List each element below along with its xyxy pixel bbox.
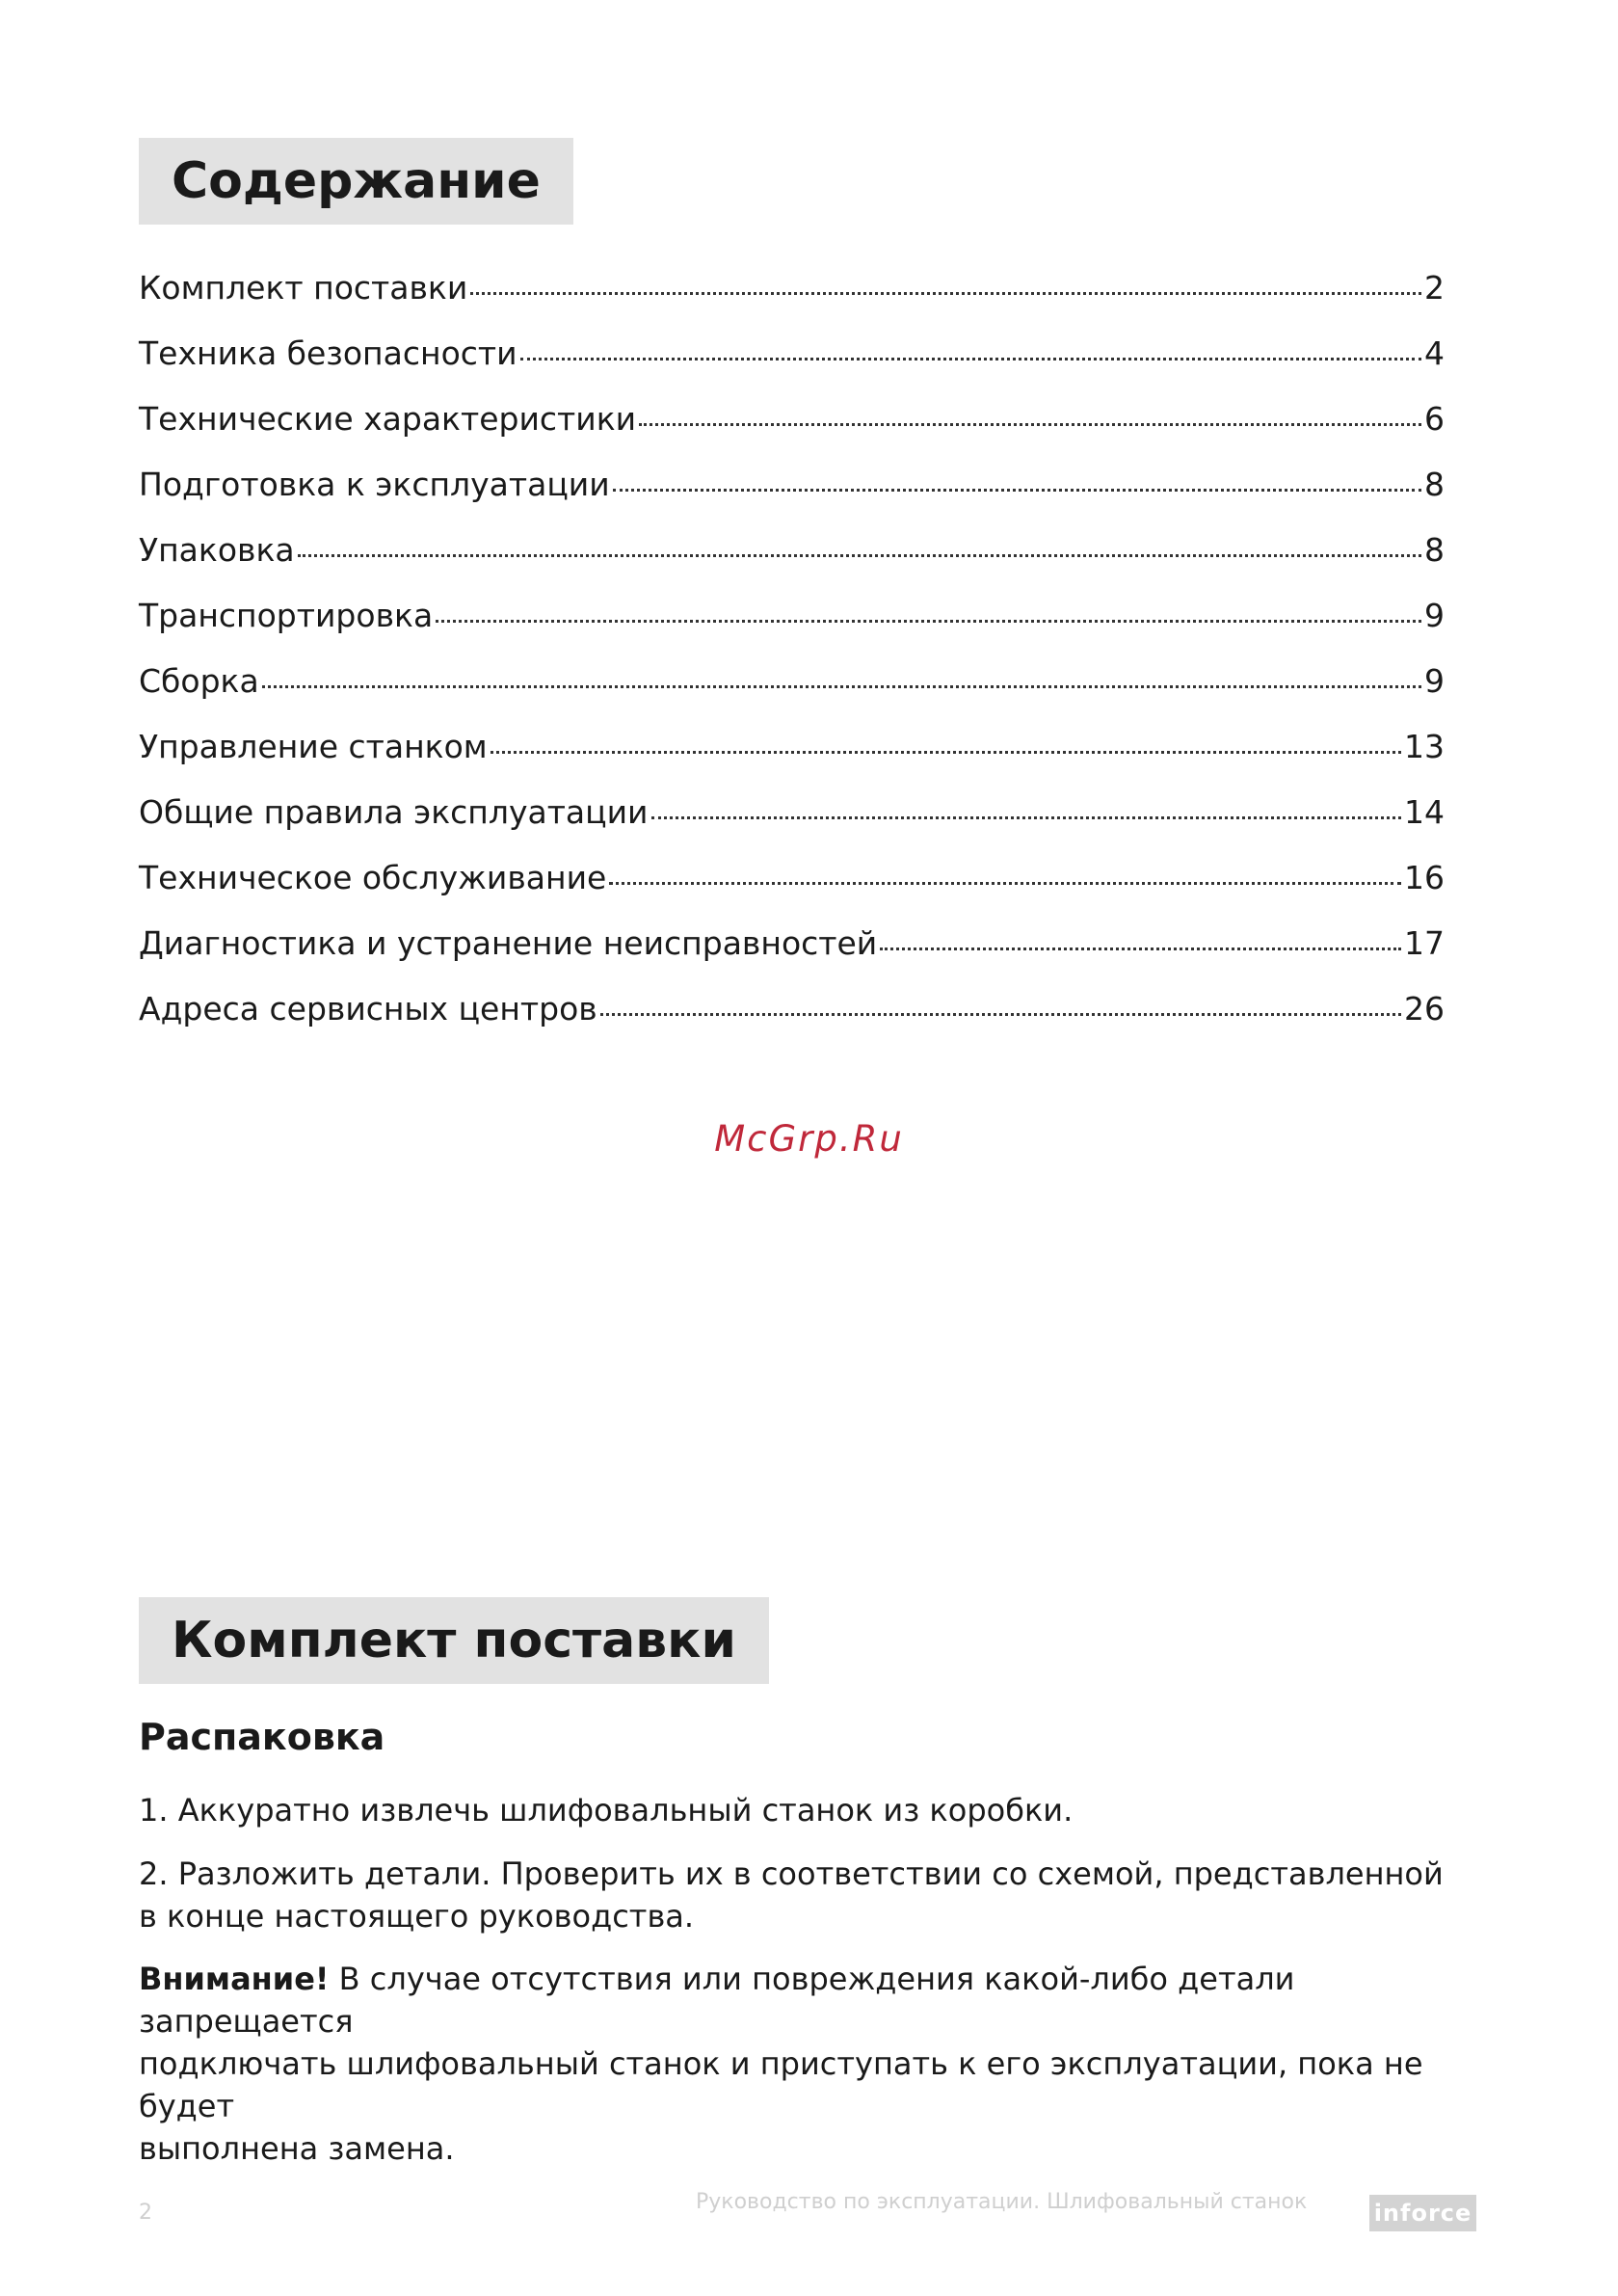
toc-item-title: Транспортировка: [139, 597, 434, 634]
toc-item[interactable]: [139, 850, 1445, 916]
toc-item-title: Подготовка к эксплуатации: [139, 466, 610, 503]
toc-item-title: Управление станком: [139, 728, 488, 765]
toc-item-title: Технические характеристики: [139, 400, 637, 438]
table-of-contents: [139, 260, 1445, 1047]
toc-item-title: Общие правила эксплуатации: [139, 793, 649, 831]
toc-leader-dots: [639, 423, 1421, 426]
toc-item-title: Упаковка: [139, 531, 295, 569]
toc-item[interactable]: [139, 588, 1445, 654]
step-2-line-2: в конце настоящего руководства.: [139, 1898, 695, 1935]
contents-heading: Содержание: [139, 138, 573, 225]
toc-item-title: Диагностика и устранение неисправностей: [139, 924, 878, 962]
warning-line-1: В случае отсутствия или повреждения какой-либо детали запрещается: [139, 1961, 1295, 2040]
inforce-logo: inforce: [1369, 2195, 1476, 2231]
watermark[interactable]: McGrp.Ru: [714, 1118, 904, 1160]
toc-item-title: Комплект поставки: [139, 269, 468, 307]
toc-item-page: 8: [1424, 466, 1445, 503]
step-2-line-1: 2. Разложить детали. Проверить их в соответствии со схемой, представленной: [139, 1855, 1444, 1892]
toc-item-page: 16: [1404, 859, 1445, 896]
toc-item-page: 14: [1404, 793, 1445, 831]
warning-line-3: выполнена замена.: [139, 2130, 455, 2167]
toc-item-page: 17: [1404, 924, 1445, 962]
toc-item-page: 9: [1424, 597, 1445, 634]
toc-item-page: 13: [1404, 728, 1445, 765]
toc-leader-dots: [491, 751, 1401, 754]
toc-leader-dots: [613, 489, 1421, 492]
toc-leader-dots: [298, 554, 1421, 557]
toc-item[interactable]: [139, 260, 1445, 326]
toc-leader-dots: [651, 816, 1402, 819]
toc-item-page: 6: [1424, 400, 1445, 438]
warning-paragraph: [139, 1958, 1488, 2170]
step-1-text: 1. Аккуратно извлечь шлифовальный станок из коробки.: [139, 1792, 1074, 1829]
toc-item[interactable]: [139, 457, 1445, 522]
toc-item-title: Сборка: [139, 662, 259, 700]
toc-item[interactable]: [139, 326, 1445, 391]
toc-item[interactable]: [139, 391, 1445, 457]
toc-leader-dots: [609, 882, 1401, 885]
warning-label: Внимание!: [139, 1961, 330, 1997]
section-heading: Комплект поставки: [139, 1597, 769, 1684]
toc-item-page: 26: [1404, 990, 1445, 1028]
toc-leader-dots: [600, 1013, 1401, 1016]
toc-item-page: 9: [1424, 662, 1445, 700]
toc-item-page: 2: [1424, 269, 1445, 307]
toc-leader-dots: [520, 358, 1421, 360]
toc-item-title: Техническое обслуживание: [139, 859, 607, 896]
toc-leader-dots: [262, 685, 1421, 688]
toc-leader-dots: [436, 620, 1421, 623]
step-1: [139, 1789, 1488, 1831]
unpacking-subheading: Распаковка: [139, 1716, 385, 1758]
toc-item[interactable]: [139, 916, 1445, 981]
toc-item[interactable]: [139, 719, 1445, 785]
toc-item[interactable]: [139, 785, 1445, 850]
toc-item[interactable]: [139, 654, 1445, 719]
toc-item[interactable]: [139, 522, 1445, 588]
toc-leader-dots: [470, 292, 1421, 295]
toc-item-page: 4: [1424, 334, 1445, 372]
toc-item-page: 8: [1424, 531, 1445, 569]
toc-item[interactable]: [139, 981, 1445, 1047]
step-2: [139, 1853, 1488, 1937]
toc-item-title: Техника безопасности: [139, 334, 517, 372]
toc-leader-dots: [880, 948, 1401, 950]
warning-line-2: подключать шлифовальный станок и приступать к его эксплуатации, пока не будет: [139, 2045, 1423, 2124]
footer-page-number: 2: [139, 2201, 152, 2225]
footer-title: Руководство по эксплуатации. Шлифовальный станок: [696, 2190, 1308, 2214]
toc-item-title: Адреса сервисных центров: [139, 990, 597, 1028]
